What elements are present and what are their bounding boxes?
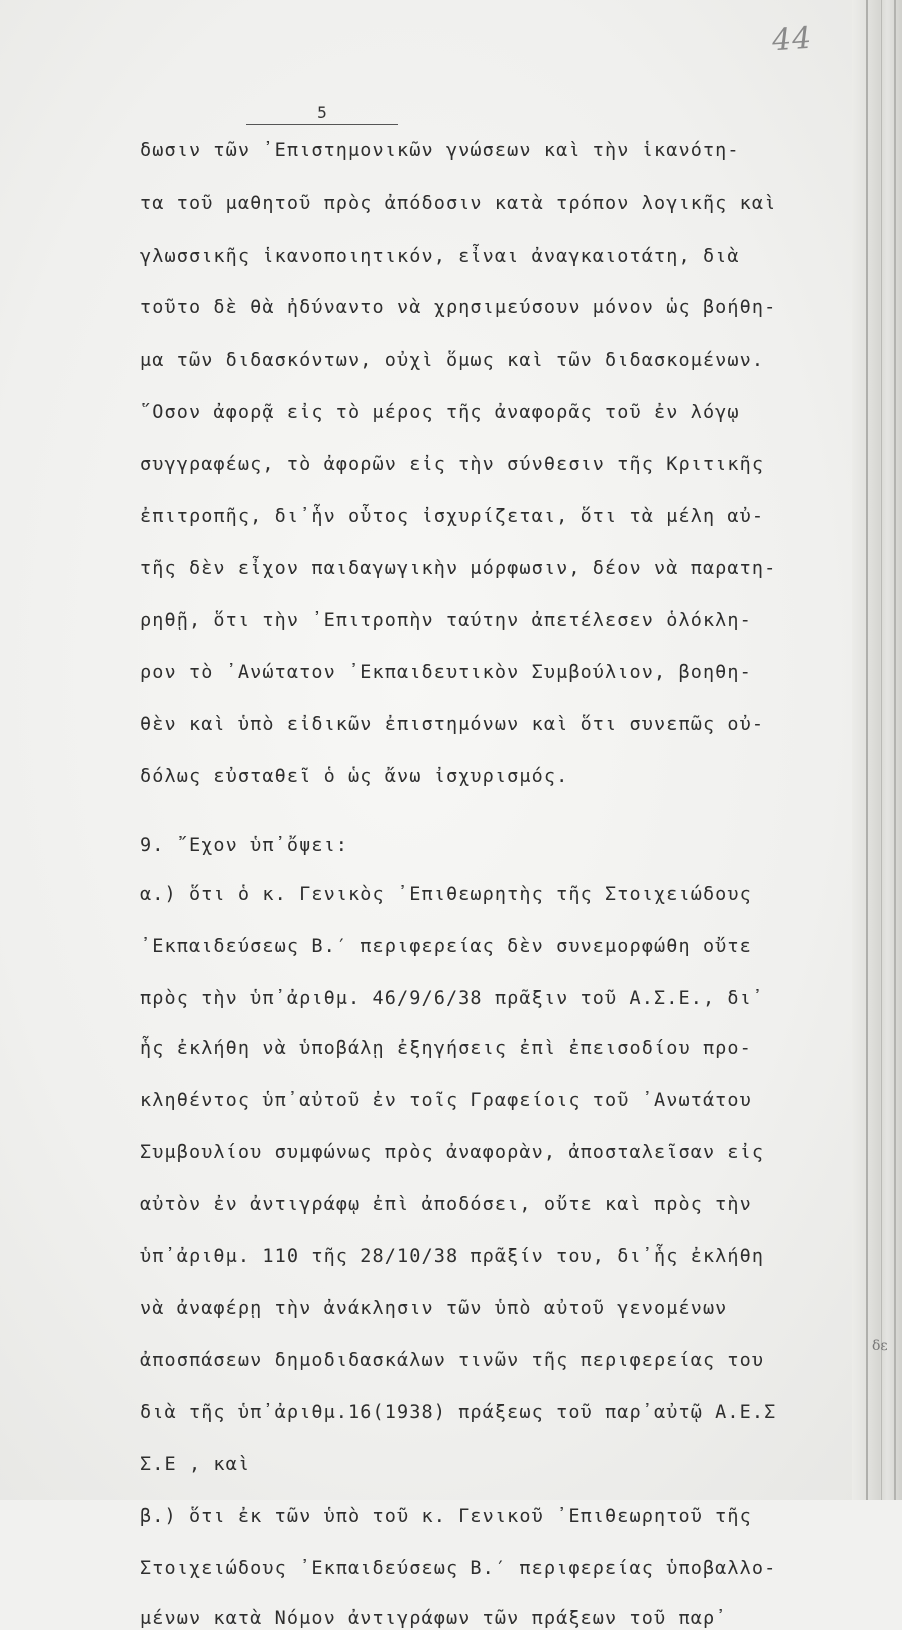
page-number-value: 5	[317, 103, 327, 122]
text-line: μα τῶν διδασκόντων, οὐχὶ ὅμως καὶ τῶν διδασκομένων.	[140, 350, 765, 371]
text-line: Συμβουλίου συμφώνως πρὸς ἀναφορὰν, ἀποσταλεῖσαν εἰς	[140, 1142, 765, 1163]
text-line: συγγραφέως, τὸ ἀφορῶν εἰς τὴν σύνθεσιν τῆς Κριτικῆς	[140, 454, 765, 475]
text-line: ρον τὸ ᾿Ανώτατον ᾿Εκπαιδευτικὸν Συμβούλιον, βοηθη-	[140, 662, 752, 683]
text-line: τῆς δὲν εἶχον παιδαγωγικὴν μόρφωσιν, δέον νὰ παρατη-	[140, 558, 777, 579]
text-line: νὰ ἀναφέρῃ τὴν ἀνάκλησιν τῶν ὑπὸ αὐτοῦ γενομένων	[140, 1298, 728, 1319]
text-line: ῞Οσον ἀφορᾷ εἰς τὸ μέρος τῆς ἀναφορᾶς τοῦ ἐν λόγῳ	[140, 402, 740, 423]
text-line: αὐτὸν ἐν ἀντιγράφῳ ἐπὶ ἀποδόσει, οὔτε καὶ πρὸς τὴν	[140, 1194, 752, 1215]
page-binding-edge	[852, 0, 902, 1500]
binding-line	[881, 0, 882, 1500]
text-line: Στοιχειώδους ᾿Εκπαιδεύσεως Β.′ περιφερείας ὑποβαλλο-	[140, 1558, 777, 1579]
text-line: Σ.Ε , καὶ	[140, 1454, 251, 1475]
folio-number: 44	[770, 20, 814, 59]
binding-line	[894, 0, 896, 1500]
text-line: ᾿Εκπαιδεύσεως Β.′ περιφερείας δὲν συνεμορφώθη οὔτε	[140, 936, 752, 957]
text-line: γλωσσικῆς ἱκανοποιητικόν, εἶναι ἀναγκαιοτάτη, διὰ	[140, 246, 740, 267]
section-heading: 9. ῎Εχον ὑπ᾿ὄψει:	[140, 835, 349, 856]
binding-line	[866, 0, 868, 1500]
text-line: ἐπιτροπῆς, δι᾿ἧν οὗτος ἰσχυρίζεται, ὅτι τὰ μέλη αὐ-	[140, 506, 765, 527]
text-line: πρὸς τὴν ὑπ᾿ἀριθμ. 46/9/6/38 πρᾶξιν τοῦ Α.Σ.Ε., δι᾿	[140, 988, 765, 1009]
text-line: δωσιν τῶν ᾿Επιστημονικῶν γνώσεων καὶ τὴν ἱκανότη-	[140, 140, 740, 161]
text-line: τα τοῦ μαθητοῦ πρὸς ἀπόδοσιν κατὰ τρόπον λογικῆς καὶ	[140, 193, 777, 214]
text-line: β.) ὅτι ἐκ τῶν ὑπὸ τοῦ κ. Γενικοῦ ᾿Επιθεωρητοῦ τῆς	[140, 1506, 752, 1527]
text-line: μένων κατὰ Νόμον ἀντιγράφων τῶν πράξεων τοῦ παρ᾿	[140, 1608, 728, 1629]
text-line: ρηθῇ, ὅτι τὴν ᾿Επιτροπὴν ταύτην ἀπετέλεσεν ὁλόκλη-	[140, 610, 752, 631]
margin-note: δε	[872, 1338, 888, 1354]
page-number	[246, 103, 398, 122]
text-line: τοῦτο δὲ θὰ ἠδύναντο νὰ χρησιμεύσουν μόνον ὡς βοήθη-	[140, 297, 777, 318]
text-line: διὰ τῆς ὑπ᾿ἀριθμ.16(1938) πράξεως τοῦ παρ᾿αὐτῷ Α.Ε.Σ	[140, 1402, 777, 1423]
text-line: κληθέντος ὑπ᾿αὐτοῦ ἐν τοῖς Γραφείοις τοῦ ᾿Ανωτάτου	[140, 1090, 752, 1111]
text-line: ἧς ἐκλήθη νὰ ὑποβάλῃ ἐξηγήσεις ἐπὶ ἐπεισοδίου προ-	[140, 1038, 752, 1059]
text-line: δόλως εὐσταθεῖ ὁ ὡς ἄνω ἰσχυρισμός.	[140, 766, 569, 787]
text-line: α.) ὅτι ὁ κ. Γενικὸς ᾿Επιθεωρητὴς τῆς Στοιχειώδους	[140, 884, 752, 905]
page-number-rule	[246, 124, 398, 125]
text-line: ἀποσπάσεων δημοδιδασκάλων τινῶν τῆς περιφερείας του	[140, 1350, 765, 1371]
text-line: ὑπ᾿ἀριθμ. 110 τῆς 28/10/38 πρᾶξίν του, δι᾿ἧς ἐκλήθη	[140, 1246, 765, 1267]
text-line: θὲν καὶ ὑπὸ εἰδικῶν ἐπιστημόνων καὶ ὅτι συνεπῶς οὐ-	[140, 714, 765, 735]
